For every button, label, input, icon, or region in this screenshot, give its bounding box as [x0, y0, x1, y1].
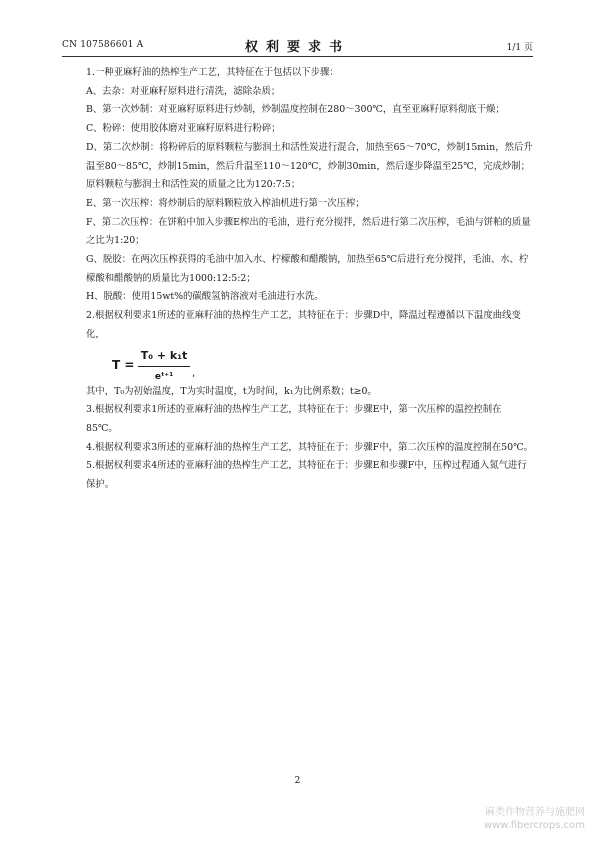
claims-body: [86, 64, 533, 495]
header-rule: [62, 56, 533, 57]
claim-3: 3.根据权利要求1所述的亚麻籽油的热榨生产工艺，其特征在于：步骤E中，第一次压榨的温控控制在85℃。: [86, 404, 502, 434]
step-e: E、第一次压榨：将炒制后的原料颗粒放入榨油机进行第一次压榨；: [86, 197, 365, 209]
formula-numerator: T₀ + k₁t: [138, 347, 190, 368]
formula-definitions: 其中，T₀为初始温度，T为实时温度，t为时间，k₁为比例系数；t≥0。: [86, 385, 377, 397]
publication-number: CN 107586601 A: [62, 40, 144, 50]
document-header: [62, 36, 533, 54]
step-c: C、粉碎：使用胶体磨对亚麻籽原料进行粉碎；: [86, 123, 281, 135]
step-h: H、脱酸：使用15wt%的碳酸氢钠溶液对毛油进行水洗。: [86, 291, 324, 303]
step-d: D、第二次炒制：将粉碎后的原料颗粒与膨润土和活性炭进行混合，加热至65～70℃，炒制15min，然后升温至80～85℃，炒制15min，然后升温至110～120℃，炒制30min，然后逐步降温至25℃，完成炒制；原料颗粒与膨润土和活性炭的质量之比为120:7:5；: [86, 141, 533, 191]
document-title: 权利要求书: [244, 40, 350, 55]
temperature-formula: [112, 347, 533, 383]
claim-4: 4.根据权利要求3所述的亚麻籽油的热榨生产工艺，其特征在于：步骤F中，第二次压榨的温度控制在50℃。: [86, 441, 533, 453]
step-a: A、去杂：对亚麻籽原料进行清洗，滤除杂质；: [86, 85, 281, 97]
claim-2: 2.根据权利要求1所述的亚麻籽油的热榨生产工艺，其特征在于：步骤D中，降温过程遵循以下温度曲线变化，: [86, 310, 521, 340]
page-info: 1/1 页: [506, 43, 533, 53]
formula-comma: ,: [192, 367, 196, 379]
watermark-line-2: www.fibercrops.com: [483, 820, 585, 831]
watermark: [484, 806, 585, 832]
formula-lhs: T =: [112, 357, 135, 372]
claim-5: 5.根据权利要求4所述的亚麻籽油的热榨生产工艺，其特征在于：步骤E和步骤F中，压榨过程通入氮气进行保护。: [86, 460, 527, 491]
watermark-line-1: 麻类作物营养与施肥网: [485, 807, 585, 818]
step-f: F、第二次压榨：在饼粕中加入步骤E榨出的毛油，进行充分搅拌，然后进行第二次压榨，毛油与饼粕的质量之比为1:20；: [86, 216, 531, 247]
page-number: 2: [294, 776, 301, 786]
step-b: B、第一次炒制：对亚麻籽原料进行炒制，炒制温度控制在280～300℃，直至亚麻籽原料彻底干燥；: [86, 104, 505, 116]
formula-fraction: [138, 347, 190, 387]
claim-1: 1.一种亚麻籽油的热榨生产工艺，其特征在于包括以下步骤：: [86, 67, 339, 78]
formula-denominator: eᵗ⁺¹: [154, 372, 174, 383]
step-g: G、脱胶：在两次压榨获得的毛油中加入水、柠檬酸和醋酸钠，加热至65℃后进行充分搅拌，毛油、水、柠檬酸和醋酸钠的质量比为1000:12:5:2；: [86, 254, 529, 284]
